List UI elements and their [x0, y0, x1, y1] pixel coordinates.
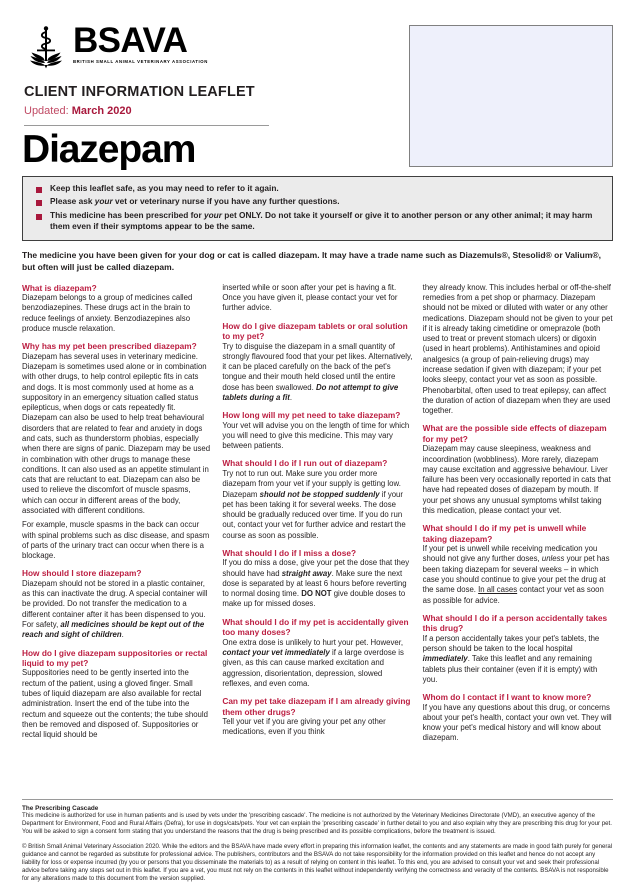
question-heading: What should I do if my pet is unwell while taking diazepam?	[422, 523, 587, 544]
warning-text: Keep this leaflet safe, as you may need to refer to it again.	[50, 183, 279, 193]
answer-paragraph: Suppositories need to be gently inserted into the rectum of the patient, using a gloved finger. Small tubes of liquid diazepam are also available for rectal administration. Insert the end of the tube into the rectum and squeeze out the contents; the tube should then be removed and disposed of. Suppositories or rectal liquid should be	[22, 668, 208, 740]
square-bullet-icon	[36, 200, 42, 206]
updated-label: Updated:	[24, 105, 69, 117]
answer-paragraph: Diazepam has several uses in veterinary medicine. Diazepam is sometimes used alone or in combination with other drugs, to help control epileptic fits in cats and dogs. It is most commonly used at home as a suppository in an emergency situation called status epilepticus, when dogs or cats repeatedly fit. Diazepam can also be used to help treat behavioural disorders that are related to fear and anxiety in dogs and cats, such as thunderstorm phobias, especially when there are signs of panic. Diazepam may be used in combination with other drugs to manage these conditions. It can also used as an appetite stimulant in cats that are reluctant to eat. Diazepam can also be used to relieve the discomfort of muscle spasms, which can occur in different areas of the body, associated with different conditions.	[22, 351, 211, 515]
key-warnings-box	[22, 176, 613, 241]
answer-paragraph: Your vet will advise you on the length of time for which you will need to give this medicine. This may vary between patients.	[222, 420, 410, 451]
question-heading: How long will my pet need to take diazepam?	[222, 410, 401, 421]
warning-text: This medicine has been prescribed for your pet ONLY. Do not take it yourself or give it to another person or any other animal; it may harm them even if their symptoms appear to be the same.	[50, 209, 593, 232]
answer-paragraph: If you have any questions about this drug, or concerns about your pet's health, contact your own vet. They will know your pet's medical history and will know about diazepam.	[422, 702, 612, 743]
logo-wordmark: BSAVA	[73, 21, 188, 60]
question-heading: What should I do if I miss a dose?	[222, 547, 357, 558]
question-heading: Whom do I contact if I want to know more?	[422, 692, 592, 703]
answer-paragraph: For example, muscle spasms in the back can occur with spinal problems such as disc disease, and spasm of parts of the urinary tract can occur when there is a blockage.	[22, 520, 210, 561]
document-header	[22, 22, 613, 174]
question-heading: Can my pet take diazepam if I am already giving them other drugs?	[222, 696, 411, 717]
copyright-text: © British Small Animal Veterinary Association 2020. While the editors and the BSAVA have made every effort in preparing this information leaflet, the contents and any statements are made in good faith purely for general guidance and cannot be regarded as substitute for professional advice. The publishers, contributors and the BSAVA do not take responsibility for the information provided on this leaflet and hence do not accept any liability for loss or expense incurred (by you or persons that you disseminate the materials to) as a result of relying on content in this leaflet. To this end, you are advised to consult your vet and seek their professional advice before taking any steps set out in this leaflet. If you are a vet, you must not rely on the contents in this leaflet without independently verifying the correctness and veracity of the contents. BSAVA is not responsible for any alterations made to this document from the version supplied.	[22, 843, 613, 883]
column-3	[423, 283, 613, 744]
answer-paragraph: Diazepam should not be stored in a plastic container, as this can inactivate the drug. A special container will be provided. Do not transfer the medication to a different container after it has been dispensed to you. For safety, all medicines should be kept out of the reach and sight of children.	[22, 578, 208, 640]
question-heading: What is diazepam?	[22, 282, 97, 293]
question-heading: Why has my pet been prescribed diazepam?	[22, 341, 197, 352]
answer-paragraph: One extra dose is unlikely to hurt your pet. However, contact your vet immediately if a large overdose is given, as this can cause marked excitation and aggression, disorientation, depression, slowed reflexes, and even coma.	[222, 637, 404, 688]
answer-paragraph: Diazepam belongs to a group of medicines called benzodiazepines. These drugs act in the brain to reduce feelings of anxiety. Benzodiazepines also produce muscle relaxation.	[22, 293, 193, 334]
question-heading: What should I do if a person accidentally takes this drug?	[422, 612, 608, 634]
square-bullet-icon	[36, 214, 42, 220]
square-bullet-icon	[36, 187, 42, 193]
column-2	[222, 283, 412, 744]
answer-paragraph: Try to disguise the diazepam in a small quantity of strongly flavoured food that your pet likes. Alternatively, it can be placed carefully on the back of the pet's tongue and their mouth held closed until the entire dose has been swallowed. Do not attempt to give tablets during a fit.	[222, 341, 413, 402]
updated-line	[24, 105, 132, 117]
question-heading: What should I do if my pet is accidentally given too many doses?	[222, 616, 409, 638]
question-heading: How do I give diazepam tablets or oral solution to my pet?	[222, 320, 408, 342]
answer-paragraph: If a person accidentally takes your pet's tablets, the person should be taken to the local hospital immediately. Take this leaflet and any remaining tablets plus their container (even if it is empty) with you.	[422, 633, 600, 684]
content-columns	[22, 283, 613, 744]
bsava-logo	[24, 21, 208, 69]
answer-paragraph: Tell your vet if you are giving your pet any other medications, even if you think	[222, 716, 386, 737]
question-heading: How do I give diazepam suppositories or rectal liquid to my pet?	[22, 647, 208, 668]
question-heading: How should I store diazepam?	[22, 568, 142, 579]
footer-divider	[22, 799, 613, 800]
prescribing-cascade-text: This medicine is authorized for use in human patients and is used by vets under the 'prescribing cascade'. The medicine is not authorized by the Veterinary Medicines Directorate (VMD), an executive agency of the Department for Environment, Food and Rural Affairs (Defra), for use in dogs/cats/pets. Your vet can explain the 'prescribing cascade' in further detail to you and also explain why they are prescribing this drug for your pet. You will be asked to sign a consent form stating that you understand the reasons that the drug is being prescribed and its possible complications, before the treatment is issued.	[22, 812, 612, 836]
warning-item	[32, 183, 603, 195]
answer-paragraph: Try not to run out. Make sure you order more diazepam from your vet if your supply is getting low. Diazepam should not be stopped suddenly if your pet has been taking it for several weeks. The dose should be gradually reduced over time. If you do run out, contact your vet for further advice and restart the course as soon as possible.	[222, 468, 406, 540]
answer-paragraph: Diazepam may cause sleepiness, weakness and incoordination (wobbliness). More rarely, diazepam may cause excitation and aggressive behaviour. Liver failure has been very occasionally reported in cats that have had repeated doses of diazepam by mouth. If your pet shows any unusual symptoms whilst taking this medication, please contact your vet.	[422, 444, 611, 515]
leaflet-type-title: CLIENT INFORMATION LEAFLET	[24, 84, 255, 100]
answer-paragraph: If your pet is unwell while receiving medication you should not give any further doses, unless your pet has been taking diazepam for several weeks – in which case you should continue to give your pet the drug at the same dose. In all cases contact your vet as soon as possible for advice.	[422, 544, 610, 605]
updated-value: March 2020	[71, 105, 132, 117]
answer-paragraph: inserted while or soon after your pet is having a fit. Once you have given it, please contact your vet for further advice.	[222, 282, 398, 313]
question-heading: What are the possible side effects of diazepam for my pet?	[422, 423, 607, 444]
answer-paragraph: they already know. This includes herbal or off-the-shelf remedies from a pet shop or pharmacy. Diazepam should not be mixed or diluted with water or any other medications. Diazepam should not be given to your pet if it is already taking cimetidine or omeprazole (both used to treat or prevent stomach ulcers) or digoxin (used in heart problems). Antihistamines and opioid analgesics (a group of pain-relieving drugs) may increase sedation if given with diazepam; if your pet looks sleepy, contact your vet as soon as possible. Phenobarbital, often used to treat epilepsy, can affect the duration of action of diazepam when they are used together.	[422, 282, 613, 416]
warning-item	[32, 210, 603, 234]
logo-subtitle: BRITISH SMALL ANIMAL VETERINARY ASSOCIATION	[73, 59, 208, 65]
intro-paragraph: The medicine you have been given for your dog or cat is called diazepam. It may have a trade name such as Diazemuls®, Stesolid® or Valium®, but often will just be called diazepam.	[22, 250, 602, 273]
product-image-placeholder	[409, 25, 613, 167]
question-heading: What should I do if I run out of diazepam?	[222, 458, 388, 469]
warning-item	[32, 196, 603, 208]
document-footer	[22, 799, 613, 883]
page-title: Diazepam	[22, 128, 196, 171]
header-divider	[24, 125, 269, 126]
column-1	[22, 283, 212, 744]
caduceus-laurel-icon	[24, 25, 68, 69]
answer-paragraph: If you do miss a dose, give your pet the dose that they should have had straight away. Make sure the next dose is separated by at least 6 hours before reverting to normal dosing time. DO NOT give double doses to make up for missed doses.	[222, 558, 410, 609]
prescribing-cascade-heading: The Prescribing Cascade	[22, 805, 99, 813]
warning-text: Please ask your vet or veterinary nurse if you have any further questions.	[50, 196, 340, 207]
